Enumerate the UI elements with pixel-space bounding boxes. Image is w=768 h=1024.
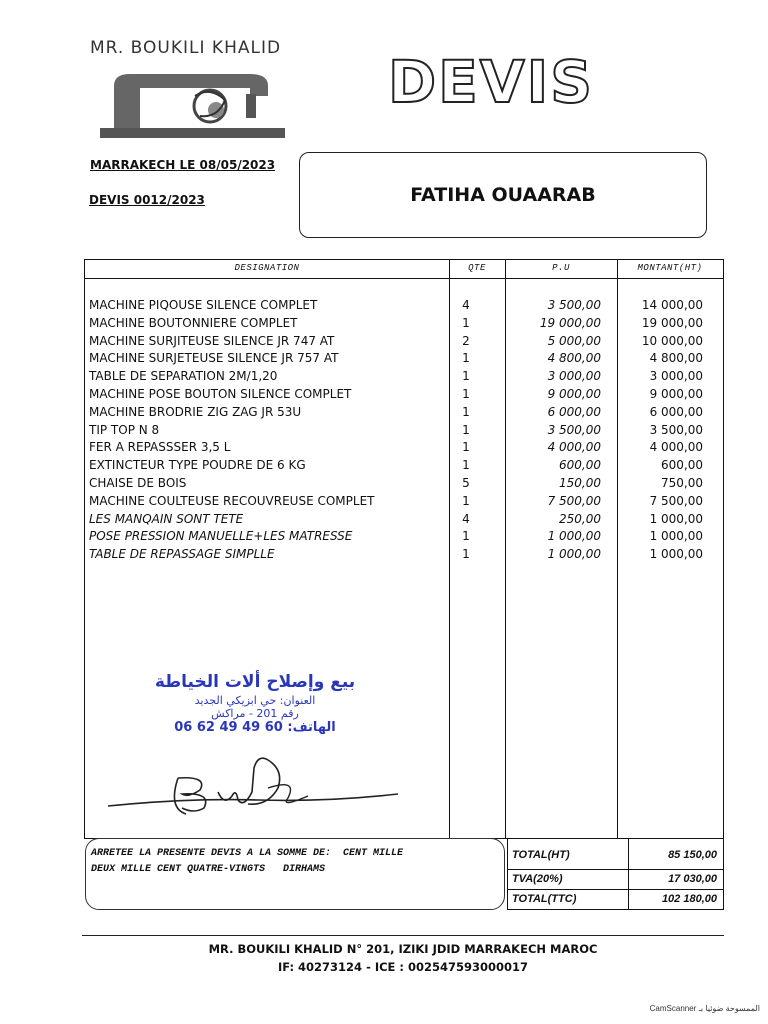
table-row: [85, 298, 723, 316]
item-amount: 1 000,00: [649, 511, 703, 526]
item-designation: TIP TOP N 8: [89, 422, 160, 437]
item-unit-price: 150,00: [559, 476, 601, 490]
item-amount: 4 800,00: [649, 351, 703, 366]
item-amount: 14 000,00: [641, 298, 703, 312]
table-row: [85, 369, 723, 387]
total-ht-value: 85 150,00: [668, 849, 717, 861]
client-name: FATIHA OUAARAB: [410, 184, 596, 206]
item-quantity: 5: [462, 476, 470, 490]
item-amount: 750,00: [661, 476, 703, 490]
item-unit-price: 5 000,00: [547, 333, 601, 348]
item-designation: MACHINE BRODRIE ZIG ZAG JR 53U: [89, 404, 302, 419]
item-designation: MACHINE COULTEUSE RECOUVREUSE COMPLET: [89, 493, 375, 508]
place-and-date: MARRAKECH LE 08/05/2023: [90, 158, 276, 172]
table-row: [85, 423, 723, 441]
stamp-line-city: رقم 201 - مراكش: [211, 707, 299, 720]
item-designation: FER A REPASSSER 3,5 L: [89, 440, 231, 455]
scanner-watermark: CamScanner الممسوحة ضوئيا بـ: [649, 1004, 760, 1013]
item-amount: 1 000,00: [649, 529, 703, 544]
item-quantity: 1: [462, 529, 470, 544]
item-designation: MACHINE POSE BOUTON SILENCE COMPLET: [89, 387, 352, 401]
total-ttc-label: TOTAL(TTC): [512, 893, 577, 905]
item-unit-price: 3 000,00: [547, 369, 601, 384]
item-quantity: 1: [462, 351, 470, 366]
item-quantity: 1: [462, 422, 470, 437]
item-quantity: 1: [462, 493, 470, 508]
item-designation: MACHINE SURJITEUSE SILENCE JR 747 AT: [89, 333, 335, 348]
item-unit-price: 6 000,00: [547, 404, 601, 419]
item-quantity: 1: [462, 404, 470, 419]
item-quantity: 1: [462, 387, 470, 401]
tva-label: TVA(20%): [512, 873, 563, 885]
table-row: [85, 334, 723, 352]
item-amount: 600,00: [661, 458, 703, 473]
item-unit-price: 4 000,00: [547, 440, 601, 455]
item-quantity: 1: [462, 547, 470, 562]
table-row: [85, 316, 723, 334]
company-stamp: [150, 672, 360, 735]
item-designation: POSE PRESSION MANUELLE+LES MATRESSE: [89, 529, 353, 544]
item-quantity: 1: [462, 458, 470, 473]
item-unit-price: 4 800,00: [547, 351, 601, 366]
item-unit-price: 9 000,00: [547, 387, 601, 401]
item-designation: TABLE DE REPASSAGE SIMPLLE: [89, 547, 275, 562]
item-quantity: 1: [462, 369, 470, 384]
item-amount: 19 000,00: [641, 315, 703, 330]
item-designation: EXTINCTEUR TYPE POUDRE DE 6 KG: [89, 458, 306, 473]
item-unit-price: 1 000,00: [547, 547, 601, 562]
item-amount: 7 500,00: [649, 493, 703, 508]
item-amount: 6 000,00: [649, 404, 703, 419]
total-ttc-row: [508, 889, 723, 909]
item-unit-price: 3 500,00: [547, 422, 601, 437]
col-header-pu: P.U: [552, 263, 570, 273]
tva-row: [508, 869, 723, 889]
col-header-designation: DESIGNATION: [234, 263, 300, 273]
stamp-line-activity: بيع وإصلاح ألات الخياطة: [154, 672, 356, 692]
tva-value: 17 030,00: [668, 873, 717, 885]
item-designation: LES MANQAIN SONT TETE: [89, 511, 244, 526]
table-row: [85, 512, 723, 530]
table-row: [85, 351, 723, 369]
item-amount: 9 000,00: [649, 387, 703, 401]
document-title: DEVIS: [388, 48, 595, 116]
devis-number: DEVIS 0012/2023: [89, 193, 205, 207]
item-unit-price: 3 500,00: [547, 298, 601, 312]
amount-in-words: ARRETEE LA PRESENTE DEVIS A LA SOMME DE: CENT MILLE DEUX MILLE CENT QUATRE-VINGTS DIRHAMS: [91, 848, 404, 875]
table-row: [85, 547, 723, 565]
item-unit-price: 600,00: [559, 458, 601, 473]
item-unit-price: 19 000,00: [539, 315, 601, 330]
table-row: [85, 494, 723, 512]
item-amount: 1 000,00: [649, 547, 703, 562]
item-unit-price: 250,00: [559, 511, 601, 526]
item-designation: MACHINE PIQOUSE SILENCE COMPLET: [89, 298, 318, 312]
item-designation: CHAISE DE BOIS: [89, 476, 187, 490]
table-row: [85, 458, 723, 476]
totals-table: [507, 838, 724, 910]
item-designation: TABLE DE SEPARATION 2M/1,20: [89, 369, 278, 384]
stamp-line-phone: الهاتف: 60 49 49 62 06: [174, 720, 336, 735]
table-row: [85, 440, 723, 458]
item-quantity: 2: [462, 333, 470, 348]
item-designation: MACHINE BOUTONNIERE COMPLET: [89, 315, 298, 330]
total-ht-label: TOTAL(HT): [512, 849, 570, 861]
item-unit-price: 7 500,00: [547, 493, 601, 508]
item-quantity: 4: [462, 511, 470, 526]
footer-tax-ids: IF: 40273124 - ICE : 002547593000017: [277, 960, 529, 974]
table-row: [85, 405, 723, 423]
item-quantity: 4: [462, 298, 470, 312]
item-unit-price: 1 000,00: [547, 529, 601, 544]
item-quantity: 1: [462, 315, 470, 330]
sewing-machine-logo: [100, 66, 285, 140]
item-amount: 4 000,00: [649, 440, 703, 455]
table-row: [85, 529, 723, 547]
table-row: [85, 476, 723, 494]
total-ht-row: [508, 845, 723, 865]
company-name: MR. BOUKILI KHALID: [90, 38, 282, 58]
col-header-montant: MONTANT(HT): [637, 263, 703, 273]
table-row: [85, 387, 723, 405]
item-quantity: 1: [462, 440, 470, 455]
signature: [108, 748, 398, 818]
footer-divider: [82, 935, 724, 936]
col-header-qte: QTE: [468, 263, 486, 273]
item-amount: 3 000,00: [649, 369, 703, 384]
stamp-line-address: العنوان: حي ابزيكي الجديد: [194, 694, 316, 707]
footer-address: MR. BOUKILI KHALID N° 201, IZIKI JDID MARRAKECH MAROC: [208, 942, 598, 956]
item-designation: MACHINE SURJETEUSE SILENCE JR 757 AT: [89, 351, 339, 366]
total-ttc-value: 102 180,00: [661, 893, 717, 905]
item-amount: 3 500,00: [649, 422, 703, 437]
item-amount: 10 000,00: [641, 333, 703, 348]
